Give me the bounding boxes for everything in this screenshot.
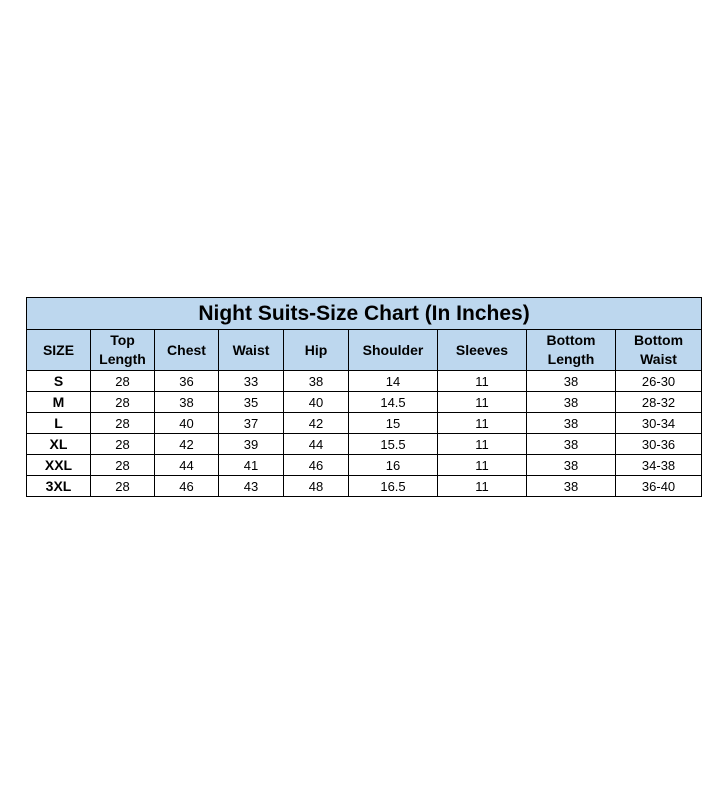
table-cell: 14.5 bbox=[349, 392, 438, 413]
table-row bbox=[27, 413, 702, 434]
title-row bbox=[27, 298, 702, 330]
column-header-line: Hip bbox=[304, 341, 328, 358]
column-header-line: Waist bbox=[232, 341, 270, 358]
table-cell: 15 bbox=[349, 413, 438, 434]
table-cell: 26-30 bbox=[616, 371, 702, 392]
table-cell: 36-40 bbox=[616, 476, 702, 497]
table-title: Night Suits-Size Chart (In Inches) bbox=[27, 298, 702, 330]
table-cell: 11 bbox=[438, 476, 527, 497]
column-header-line: Bottom bbox=[546, 332, 596, 348]
table-cell: 38 bbox=[527, 371, 616, 392]
table-cell: 11 bbox=[438, 413, 527, 434]
table-cell: 28 bbox=[91, 413, 155, 434]
table-cell: 43 bbox=[219, 476, 284, 497]
table-cell: 37 bbox=[219, 413, 284, 434]
size-cell: S bbox=[27, 371, 91, 392]
table-cell: 39 bbox=[219, 434, 284, 455]
column-header bbox=[155, 330, 219, 371]
table-cell: 33 bbox=[219, 371, 284, 392]
table-row bbox=[27, 455, 702, 476]
table-cell: 38 bbox=[527, 434, 616, 455]
table-cell: 15.5 bbox=[349, 434, 438, 455]
column-header-line: Top bbox=[110, 332, 135, 348]
table-cell: 38 bbox=[527, 476, 616, 497]
size-chart-container bbox=[26, 297, 701, 497]
table-body bbox=[27, 371, 702, 497]
column-header bbox=[527, 330, 616, 371]
table-cell: 14 bbox=[349, 371, 438, 392]
table-cell: 16 bbox=[349, 455, 438, 476]
table-cell: 40 bbox=[155, 413, 219, 434]
table-row bbox=[27, 392, 702, 413]
column-header bbox=[616, 330, 702, 371]
table-row bbox=[27, 434, 702, 455]
table-cell: 28 bbox=[91, 371, 155, 392]
column-header-line: Sleeves bbox=[455, 341, 509, 358]
column-header-line: Length bbox=[99, 351, 146, 367]
table-cell: 16.5 bbox=[349, 476, 438, 497]
size-cell: M bbox=[27, 392, 91, 413]
table-cell: 46 bbox=[284, 455, 349, 476]
table-cell: 11 bbox=[438, 371, 527, 392]
table-cell: 38 bbox=[284, 371, 349, 392]
table-cell: 30-34 bbox=[616, 413, 702, 434]
column-header-line: Bottom bbox=[634, 332, 684, 348]
table-cell: 40 bbox=[284, 392, 349, 413]
table-cell: 38 bbox=[527, 455, 616, 476]
table-cell: 42 bbox=[284, 413, 349, 434]
table-cell: 42 bbox=[155, 434, 219, 455]
column-header bbox=[27, 330, 91, 371]
column-header-line: Length bbox=[547, 351, 595, 367]
size-cell: 3XL bbox=[27, 476, 91, 497]
table-row bbox=[27, 476, 702, 497]
table-cell: 38 bbox=[155, 392, 219, 413]
table-cell: 46 bbox=[155, 476, 219, 497]
header-row bbox=[27, 330, 702, 371]
table-cell: 41 bbox=[219, 455, 284, 476]
table-cell: 38 bbox=[527, 413, 616, 434]
table-cell: 48 bbox=[284, 476, 349, 497]
size-cell: XL bbox=[27, 434, 91, 455]
size-cell: XXL bbox=[27, 455, 91, 476]
table-cell: 35 bbox=[219, 392, 284, 413]
table-cell: 36 bbox=[155, 371, 219, 392]
column-header bbox=[284, 330, 349, 371]
table-cell: 34-38 bbox=[616, 455, 702, 476]
table-cell: 11 bbox=[438, 455, 527, 476]
table-cell: 38 bbox=[527, 392, 616, 413]
column-header bbox=[438, 330, 527, 371]
table-cell: 30-36 bbox=[616, 434, 702, 455]
table-cell: 28 bbox=[91, 434, 155, 455]
size-chart-table bbox=[26, 297, 702, 497]
table-cell: 28 bbox=[91, 392, 155, 413]
column-header-line: Waist bbox=[640, 351, 677, 367]
table-cell: 28 bbox=[91, 476, 155, 497]
table-cell: 44 bbox=[284, 434, 349, 455]
column-header bbox=[219, 330, 284, 371]
table-cell: 28-32 bbox=[616, 392, 702, 413]
column-header bbox=[91, 330, 155, 371]
table-cell: 11 bbox=[438, 434, 527, 455]
table-cell: 11 bbox=[438, 392, 527, 413]
column-header-line: Shoulder bbox=[362, 341, 424, 358]
size-cell: L bbox=[27, 413, 91, 434]
table-cell: 28 bbox=[91, 455, 155, 476]
table-row bbox=[27, 371, 702, 392]
column-header-line: Chest bbox=[167, 341, 206, 358]
column-header-line: SIZE bbox=[42, 341, 75, 358]
table-cell: 44 bbox=[155, 455, 219, 476]
column-header bbox=[349, 330, 438, 371]
